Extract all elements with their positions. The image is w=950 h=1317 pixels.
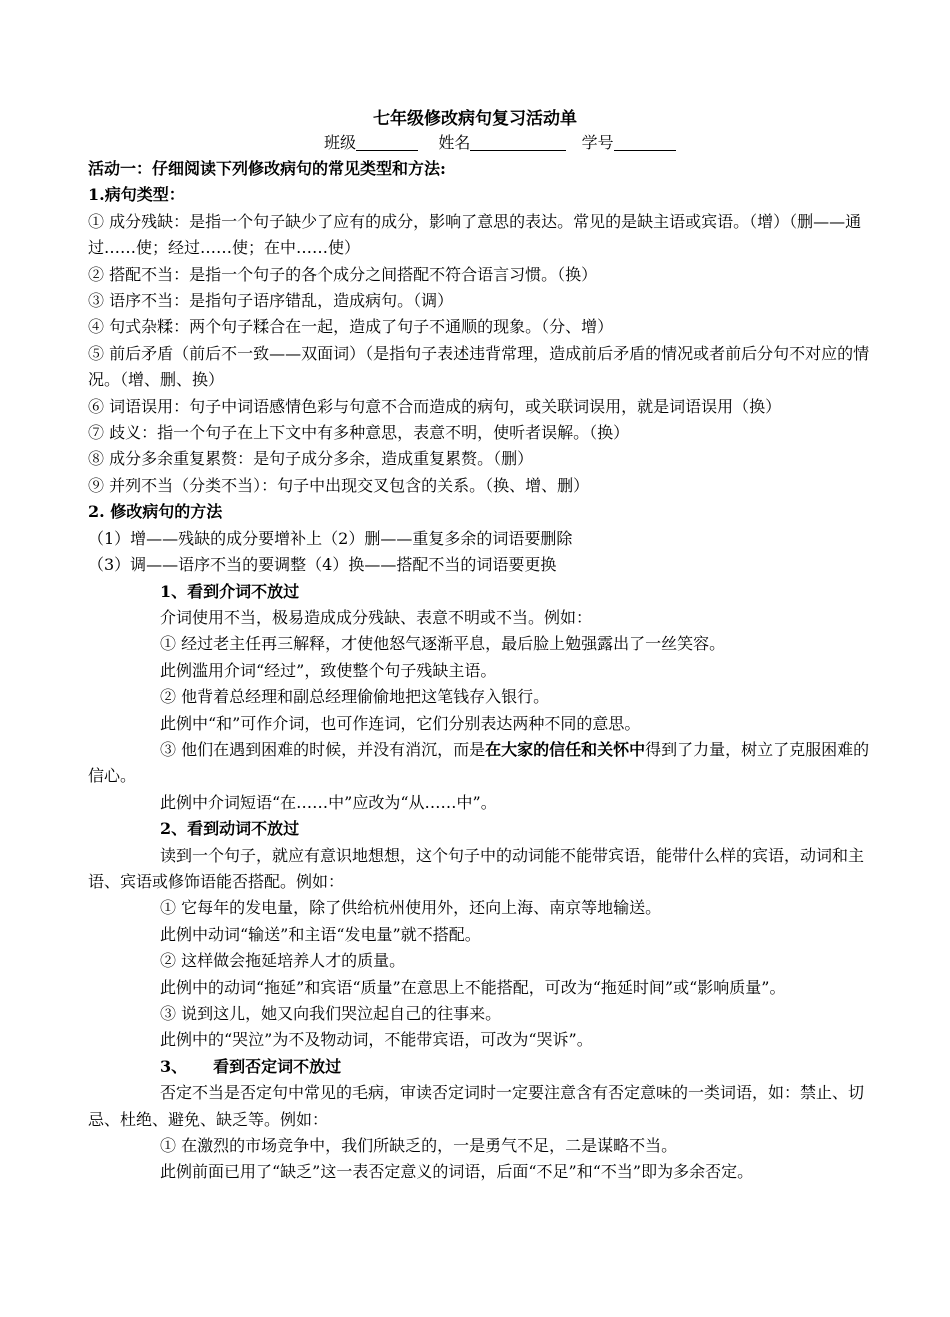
error-type-item: ⑦ 歧义：指一个句子在上下文中有多种意思，表意不明，使听者误解。（换） bbox=[88, 423, 630, 443]
part3-example: ① 在激烈的市场竞争中，我们所缺乏的，一是勇气不足，二是谋略不当。 bbox=[160, 1136, 678, 1156]
example-text: 得到了力量，树立了克服困难的信心。 bbox=[88, 739, 870, 786]
part3-note: 此例前面已用了“缺乏”这一表否定意义的词语，后面“不足”和“不当”即为多余否定。 bbox=[160, 1162, 754, 1182]
class-blank bbox=[356, 134, 418, 151]
part1-note: 此例中“和”可作介词，也可作连词，它们分别表达两种不同的意思。 bbox=[160, 713, 641, 733]
part1-note: 此例中介词短语“在……中”应改为“从……中”。 bbox=[160, 792, 497, 812]
error-type-item: ⑨ 并列不当（分类不当）：句子中出现交叉包含的关系。（换、增、删） bbox=[88, 475, 590, 495]
part1-example-3 bbox=[88, 737, 878, 790]
part2-note: 此例中动词“输送”和主语“发电量”就不搭配。 bbox=[160, 924, 481, 944]
error-type-item: ③ 语序不当：是指句子语序错乱，造成病句。（调） bbox=[88, 291, 454, 311]
class-label: 班级 bbox=[324, 133, 357, 152]
name-label: 姓名 bbox=[438, 133, 471, 152]
part1-example: ① 经过老主任再三解释，才使他怒气逐渐平息，最后脸上勉强露出了一丝笑容。 bbox=[160, 634, 726, 654]
section-heading-methods: 2. 修改病句的方法 bbox=[88, 502, 223, 522]
part2-note: 此例中的“哭泣”为不及物动词，不能带宾语，可改为“哭诉”。 bbox=[160, 1030, 593, 1050]
part2-note: 此例中的动词“拖延”和宾语“质量”在意思上不能搭配，可改为“拖延时间”或“影响质量”。 bbox=[160, 977, 786, 997]
method-line: （1）增——残缺的成分要增补上（2）删——重复多余的词语要删除 bbox=[88, 528, 573, 548]
page-title: 七年级修改病句复习活动单 bbox=[373, 109, 577, 129]
part1-intro: 介词使用不当，极易造成成分残缺、表意不明或不当。例如： bbox=[160, 607, 593, 627]
example-text: ③ 他们在遇到困难的时候，并没有消沉，而是 bbox=[160, 739, 486, 759]
activity-heading: 活动一：仔细阅读下列修改病句的常见类型和方法: bbox=[88, 159, 446, 178]
example-emphasis: 在大家的信任和关怀中 bbox=[485, 739, 646, 759]
part2-heading: 2、看到动词不放过 bbox=[160, 819, 300, 839]
method-line: （3）调——语序不当的要调整（4）换——搭配不当的词语要更换 bbox=[88, 555, 557, 575]
part3-heading: 看到否定词不放过 bbox=[213, 1056, 342, 1076]
part1-example: ② 他背着总经理和副总经理偷偷地把这笔钱存入银行。 bbox=[160, 687, 550, 707]
part3-heading-line bbox=[88, 1054, 878, 1080]
part2-example: ③ 说到这儿，她又向我们哭泣起自己的往事来。 bbox=[160, 1004, 502, 1023]
error-type-item: ⑥ 词语误用：句子中词语感情色彩与句意不合而造成的病句，或关联词误用，就是词语误用（换） bbox=[88, 396, 782, 416]
name-blank bbox=[470, 134, 566, 151]
error-type-item: ④ 句式杂糅：两个句子糅合在一起，造成了句子不通顺的现象。（分、增） bbox=[88, 317, 614, 337]
part2-example: ① 它每年的发电量，除了供给杭州使用外，还向上海、南京等地输送。 bbox=[160, 898, 662, 918]
student-info-line bbox=[324, 130, 676, 153]
error-type-item: ① 成分残缺：是指一个句子缺少了应有的成分，影响了意思的表达。常见的是缺主语或宾语。（增）（删——通过……使；经过……使；在中……使） bbox=[88, 211, 862, 258]
document-body bbox=[88, 156, 878, 1186]
part2-intro: 读到一个句子，就应有意识地想想，这个句子中的动词能不能带宾语，能带什么样的宾语，动词和主语、宾语或修饰语能否搭配。例如： bbox=[88, 845, 865, 891]
error-type-item: ⑧ 成分多余重复累赘：是句子成分多余，造成重复累赘。（删） bbox=[88, 449, 534, 469]
part3-number: 3、 bbox=[160, 1056, 188, 1076]
id-blank bbox=[614, 134, 676, 151]
part2-example: ② 这样做会拖延培养人才的质量。 bbox=[160, 951, 406, 971]
part1-heading: 1、看到介词不放过 bbox=[160, 581, 300, 601]
part3-intro: 否定不当是否定句中常见的毛病，审读否定词时一定要注意含有否定意味的一类词语，如：禁止、切忌、杜绝、避免、缺乏等。例如： bbox=[88, 1083, 865, 1129]
error-type-item: ⑤ 前后矛盾（前后不一致——双面词）（是指句子表述违背常理，造成前后矛盾的情况或者前后分句不对应的情况。（增、删、换） bbox=[88, 343, 870, 390]
section-heading-types: 1.病句类型： bbox=[88, 185, 185, 205]
part1-note: 此例滥用介词“经过”，致使整个句子残缺主语。 bbox=[160, 660, 497, 680]
id-label: 学号 bbox=[581, 133, 614, 152]
error-type-item: ② 搭配不当：是指一个句子的各个成分之间搭配不符合语言习惯。（换） bbox=[88, 264, 598, 284]
